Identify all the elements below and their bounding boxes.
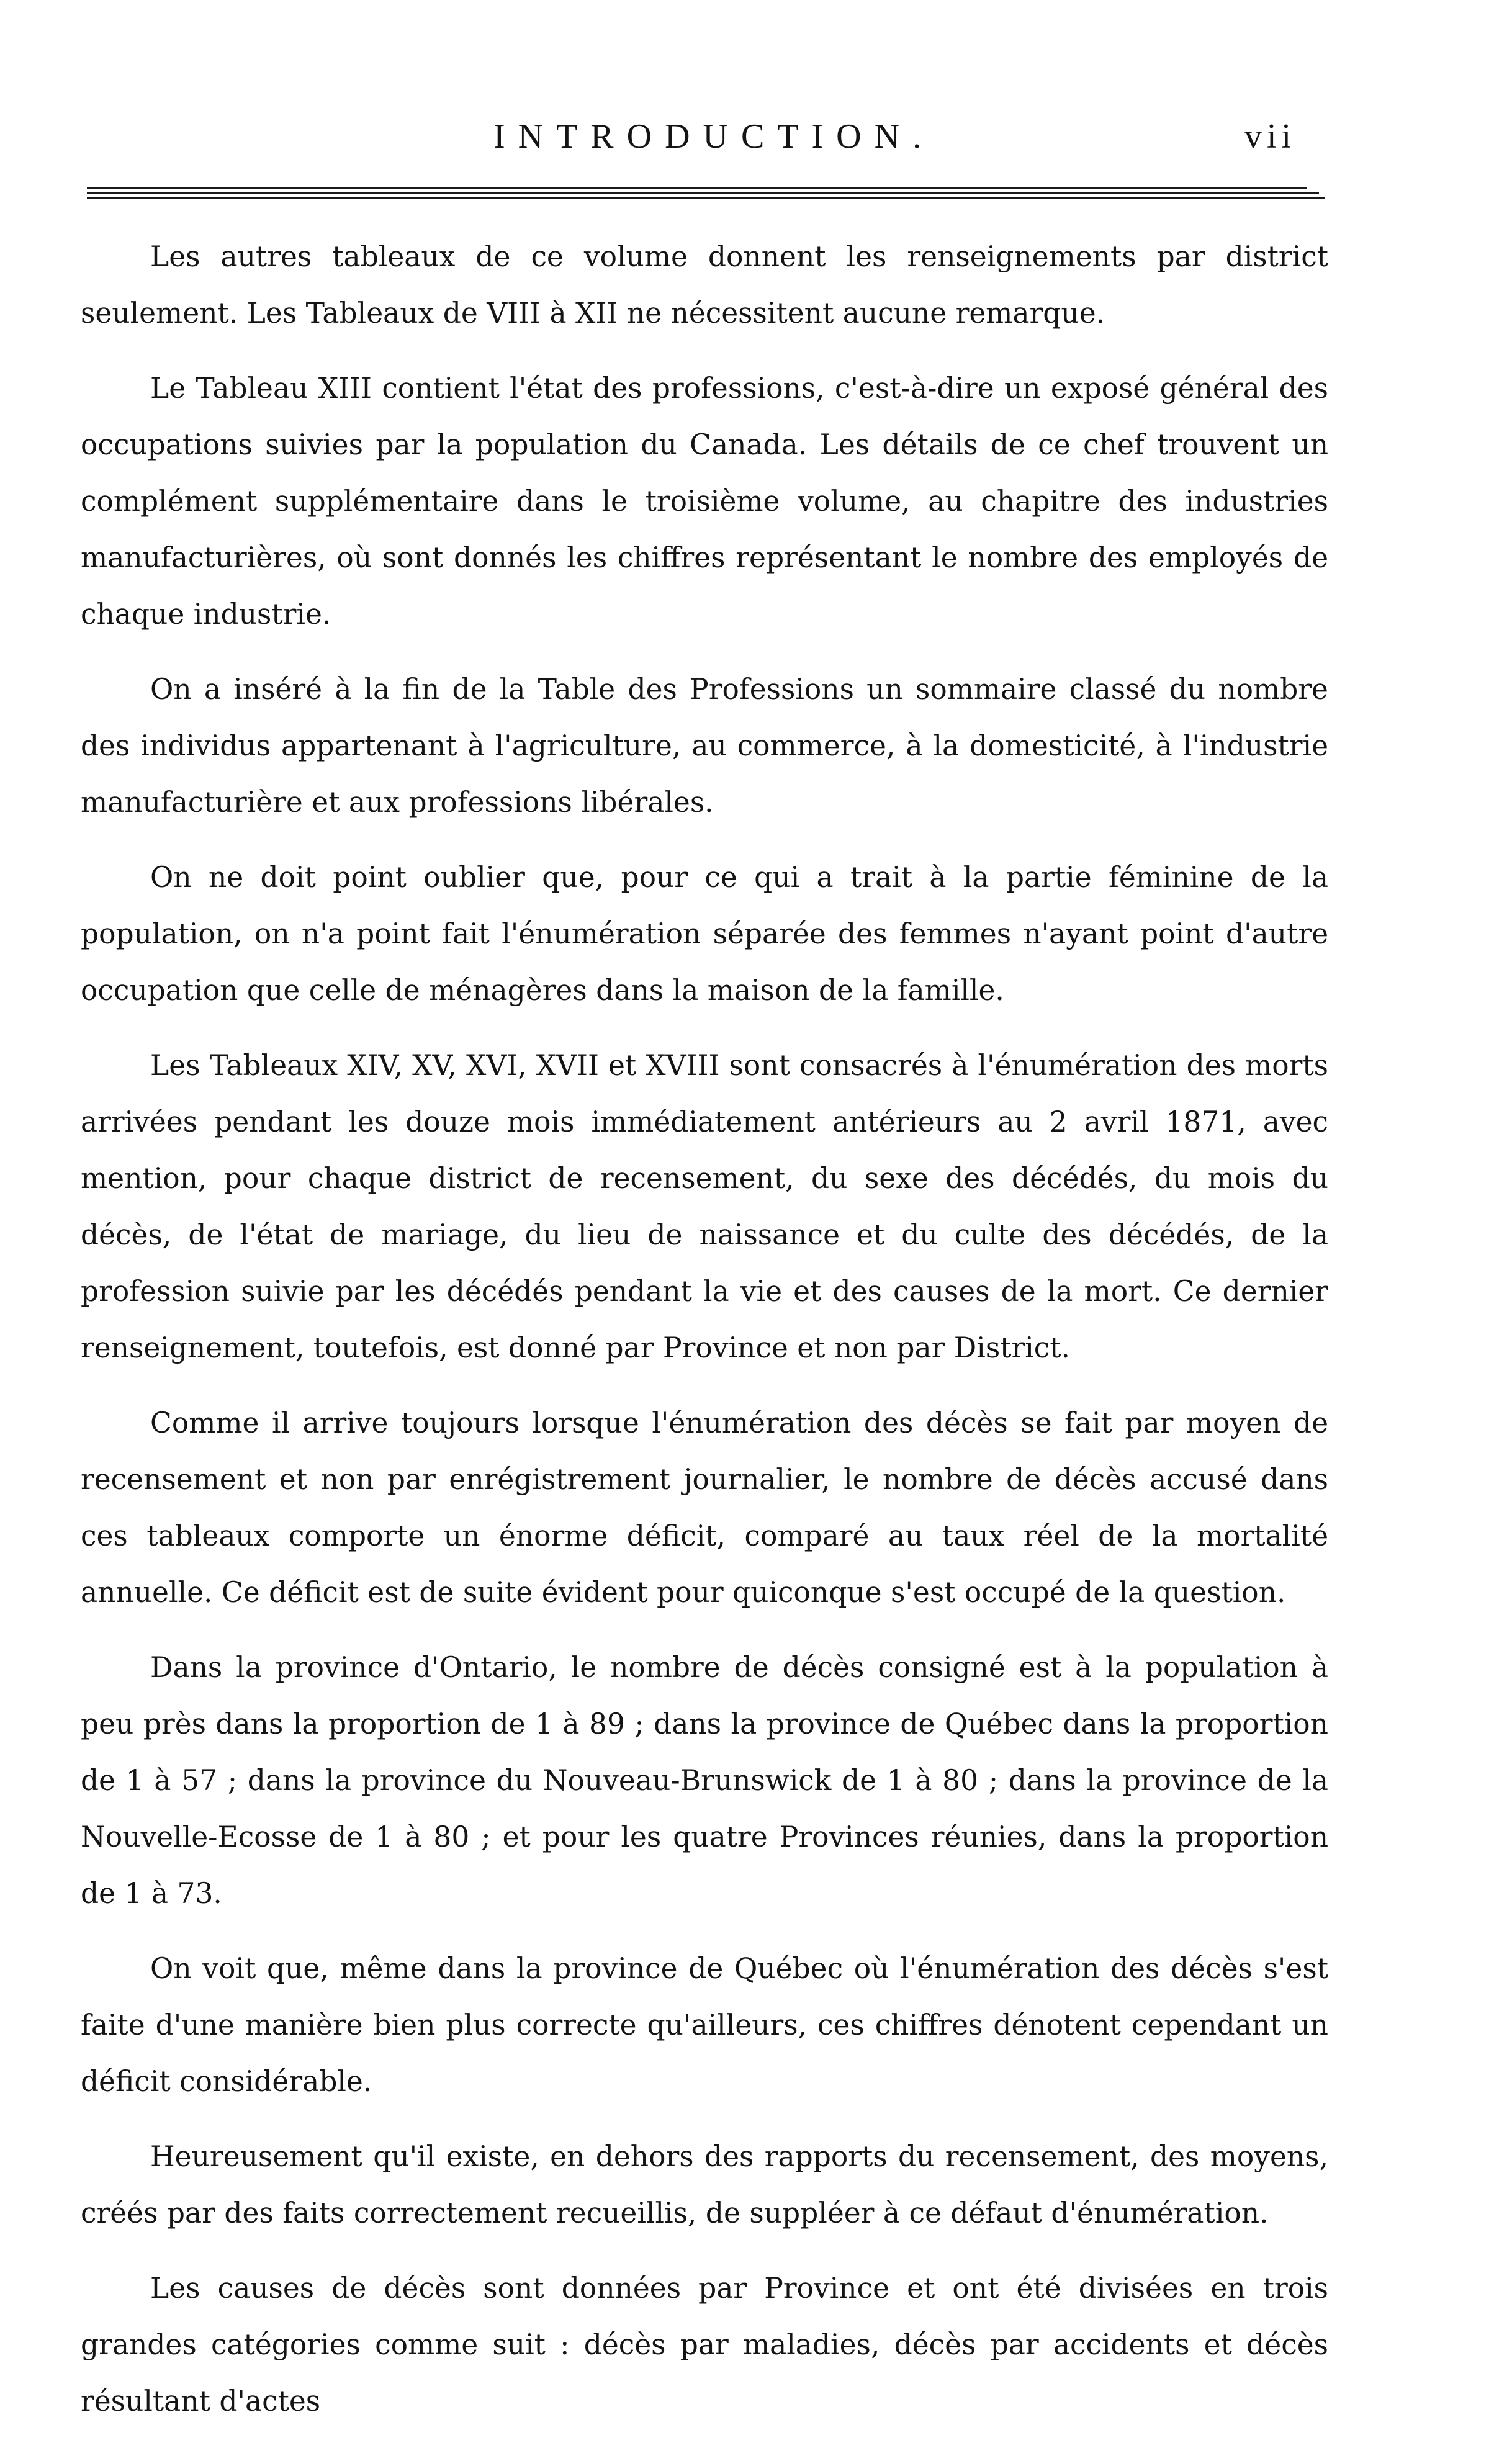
paragraph: Comme il arrive toujours lorsque l'énumération des décès se fait par moyen de recensement et non par enrégistrement journalier, le nombre de décès accusé dans ces tableaux comporte un énorme déficit, comparé au taux réel de la mortalité annuelle. Ce déficit est de suite évident pour quiconque s'est occupé de la question. — [81, 1406, 1328, 1609]
paragraph: Le Tableau XIII contient l'état des professions, c'est-à-dire un exposé général des occupations suivies par la population du Canada. Les détails de ce chef trouvent un complément supplémentaire dans le troisième volume, au chapitre des industries manufacturières, où sont donnés les chiffres représentant le nombre des employés de chaque industrie. — [81, 372, 1328, 631]
body-text — [81, 228, 1328, 2448]
header-rule — [87, 185, 1328, 204]
paragraph: Heureusement qu'il existe, en dehors des rapports du recensement, des moyens, créés par des faits correctement recueillis, de suppléer à ce défaut d'énumération. — [81, 2140, 1328, 2230]
page-number: vii — [1244, 117, 1297, 156]
paragraph: Les autres tableaux de ce volume donnent les renseignements par district seulement. Les Tableaux de VIII à XII ne nécessitent aucune remarque. — [81, 240, 1328, 330]
paragraph: On ne doit point oublier que, pour ce qui a trait à la partie féminine de la population, on n'a point fait l'énumération séparée des femmes n'ayant point d'autre occupation que celle de ménagères dans la maison de la famille. — [81, 861, 1328, 1007]
page-header — [0, 115, 1512, 158]
paragraph: Les causes de décès sont données par Province et ont été divisées en trois grandes catégories comme suit : décès par maladies, décès par accidents et décès résultant d'actes — [81, 2272, 1328, 2418]
paragraph: On voit que, même dans la province de Québec où l'énumération des décès s'est faite d'une manière bien plus correcte qu'ailleurs, ces chiffres dénotent cependant un déficit considérable. — [81, 1952, 1328, 2098]
paragraph: On a inséré à la fin de la Table des Professions un sommaire classé du nombre des individus appartenant à l'agriculture, au commerce, à la domesticité, à l'industrie manufacturière et aux professions libérales. — [81, 673, 1328, 819]
paragraph: Les Tableaux XIV, XV, XVI, XVII et XVIII sont consacrés à l'énumération des morts arrivées pendant les douze mois immédiatement antérieurs au 2 avril 1871, avec mention, pour chaque district de recensement, du sexe des décédés, du mois du décès, de l'état de mariage, du lieu de naissance et du culte des décédés, de la profession suivie par les décédés pendant la vie et des causes de la mort. Ce dernier renseignement, toutefois, est donné par Province et non par District. — [81, 1049, 1328, 1364]
running-title: INTRODUCTION. — [493, 117, 935, 156]
paragraph: Dans la province d'Ontario, le nombre de décès consigné est à la population à peu près dans la proportion de 1 à 89 ; dans la province de Québec dans la proportion de 1 à 57 ; dans la province du Nouveau-Brunswick de 1 à 80 ; dans la province de la Nouvelle-Ecosse de 1 à 80 ; et pour les quatre Provinces réunies, dans la proportion de 1 à 73. — [81, 1651, 1328, 1910]
